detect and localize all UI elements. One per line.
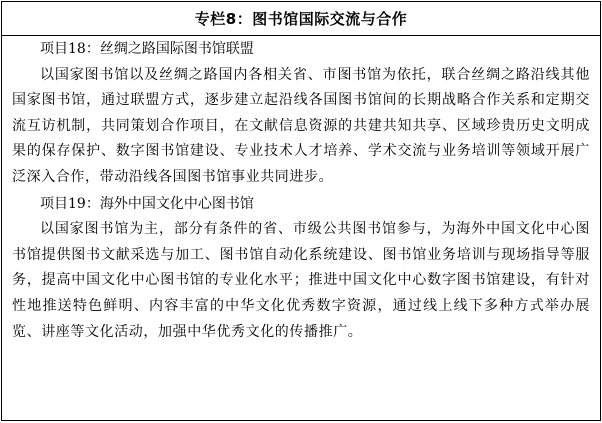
project-19-heading: 项目19：海外中国文化中心图书馆 [40, 195, 254, 212]
column-content [2, 37, 600, 345]
column-header [2, 2, 600, 36]
column-title: 专栏8：图书馆国际交流与合作 [194, 10, 408, 28]
column-box [1, 1, 601, 421]
project-19-body: 以国家图书馆为主，部分有条件的省、市级公共图书馆参与，为海外中国文化中心图书馆提供图书文献采选与加工、图书馆自动化系统建设、图书馆业务培训与现场指导等服务，提高中国文化中心图书馆的专业化水平；推进中国文化中心数字图书馆建设，有针对性地推送特色鲜明、内容丰富的中华文化优秀数字资源，通过线上线下多种方式举办展览、讲座等文化活动，加强中华优秀文化的传播推广。 [12, 221, 590, 340]
project-18-heading: 项目18：丝绸之路国际图书馆联盟 [40, 41, 254, 57]
project-18-body: 以国家图书馆以及丝绸之路国内各相关省、市图书馆为依托，联合丝绸之路沿线其他国家图书馆，通过联盟方式，逐步建立起沿线各国图书馆间的长期战略合作关系和定期交流互访机制，共同策划合作项目，在文献信息资源的共建共知共享、区域珍贵历史文明成果的保存保护、数字图书馆建设、专业技术人才培养、学术交流与业务培训等领域开展广泛深入合作，带动沿线各国图书馆事业共同进步。 [12, 66, 590, 185]
